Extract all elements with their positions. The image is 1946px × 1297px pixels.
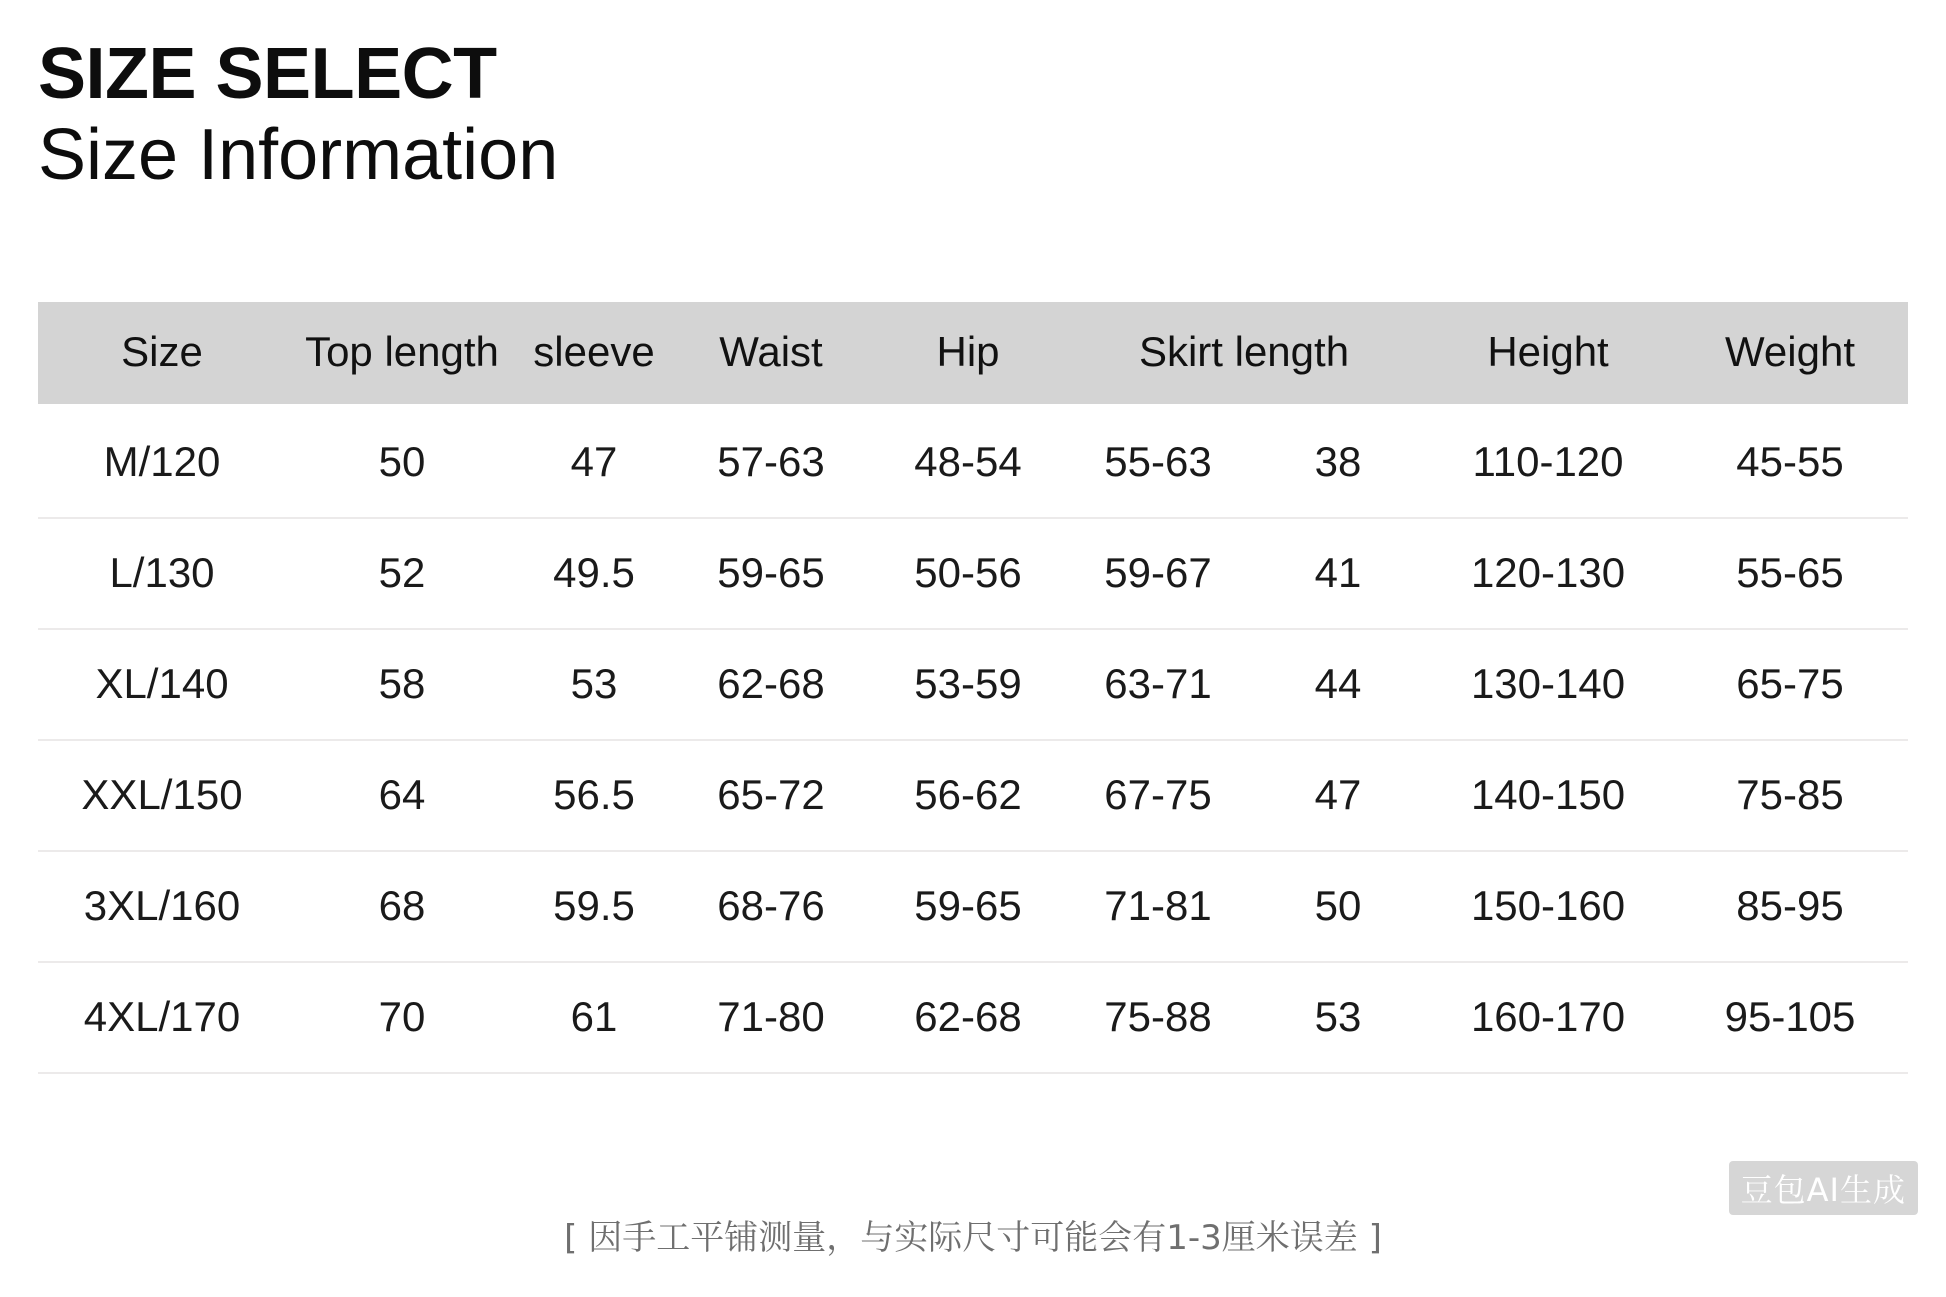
table-row	[38, 518, 1908, 629]
cell-skirt-length: 71-81	[1064, 851, 1252, 962]
cell-hip: 59-65	[872, 851, 1064, 962]
cell-skirt-length: 59-67	[1064, 518, 1252, 629]
cell-weight: 110-120	[1424, 404, 1672, 518]
cell-skirt-length: 55-63	[1064, 404, 1252, 518]
column-header-size: Size	[38, 302, 286, 404]
table-row	[38, 629, 1908, 740]
cell-extra: 75-85	[1672, 740, 1908, 851]
cell-sleeve: 56.5	[518, 740, 670, 851]
cell-size: M/120	[38, 404, 286, 518]
cell-extra: 55-65	[1672, 518, 1908, 629]
column-header-waist: Waist	[670, 302, 872, 404]
cell-top-length: 58	[286, 629, 518, 740]
cell-sleeve: 61	[518, 962, 670, 1073]
table-row	[38, 740, 1908, 851]
cell-top-length: 70	[286, 962, 518, 1073]
cell-weight: 150-160	[1424, 851, 1672, 962]
table-body	[38, 404, 1908, 1073]
column-header-sleeve: sleeve	[518, 302, 670, 404]
cell-hip: 62-68	[872, 962, 1064, 1073]
cell-hip: 48-54	[872, 404, 1064, 518]
cell-waist: 65-72	[670, 740, 872, 851]
cell-weight: 130-140	[1424, 629, 1672, 740]
table-row	[38, 404, 1908, 518]
cell-height: 53	[1252, 962, 1424, 1073]
cell-skirt-length: 67-75	[1064, 740, 1252, 851]
cell-sleeve: 47	[518, 404, 670, 518]
column-header-top-length: Top length	[286, 302, 518, 404]
cell-size: 4XL/170	[38, 962, 286, 1073]
measurement-note: [ 因手工平铺测量，与实际尺寸可能会有1-3厘米误差 ]	[564, 1218, 1382, 1258]
cell-waist: 71-80	[670, 962, 872, 1073]
cell-size: L/130	[38, 518, 286, 629]
cell-top-length: 52	[286, 518, 518, 629]
cell-height: 47	[1252, 740, 1424, 851]
cell-weight: 160-170	[1424, 962, 1672, 1073]
cell-waist: 62-68	[670, 629, 872, 740]
cell-top-length: 64	[286, 740, 518, 851]
cell-weight: 120-130	[1424, 518, 1672, 629]
cell-waist: 57-63	[670, 404, 872, 518]
cell-skirt-length: 63-71	[1064, 629, 1252, 740]
column-header-hip: Hip	[872, 302, 1064, 404]
table-row	[38, 962, 1908, 1073]
cell-hip: 50-56	[872, 518, 1064, 629]
cell-hip: 56-62	[872, 740, 1064, 851]
cell-sleeve: 49.5	[518, 518, 670, 629]
page-subtitle: Size Information	[38, 115, 559, 196]
cell-extra: 45-55	[1672, 404, 1908, 518]
cell-extra: 95-105	[1672, 962, 1908, 1073]
cell-sleeve: 59.5	[518, 851, 670, 962]
cell-size: XXL/150	[38, 740, 286, 851]
size-table	[38, 302, 1908, 1074]
column-header-weight: Weight	[1672, 302, 1908, 404]
cell-height: 41	[1252, 518, 1424, 629]
cell-height: 50	[1252, 851, 1424, 962]
cell-top-length: 68	[286, 851, 518, 962]
cell-weight: 140-150	[1424, 740, 1672, 851]
cell-top-length: 50	[286, 404, 518, 518]
column-header-skirt-length: Skirt length	[1064, 302, 1424, 404]
cell-height: 38	[1252, 404, 1424, 518]
column-header-height: Height	[1424, 302, 1672, 404]
cell-size: 3XL/160	[38, 851, 286, 962]
cell-skirt-length: 75-88	[1064, 962, 1252, 1073]
page-header	[0, 0, 1946, 196]
watermark-label: 豆包AI生成	[1729, 1161, 1918, 1215]
cell-sleeve: 53	[518, 629, 670, 740]
cell-waist: 68-76	[670, 851, 872, 962]
cell-waist: 59-65	[670, 518, 872, 629]
cell-height: 44	[1252, 629, 1424, 740]
cell-hip: 53-59	[872, 629, 1064, 740]
cell-extra: 85-95	[1672, 851, 1908, 962]
page-title: SIZE SELECT	[38, 34, 497, 114]
size-table-container	[38, 302, 1908, 1074]
table-header-row	[38, 302, 1908, 404]
cell-size: XL/140	[38, 629, 286, 740]
table-row	[38, 851, 1908, 962]
cell-extra: 65-75	[1672, 629, 1908, 740]
